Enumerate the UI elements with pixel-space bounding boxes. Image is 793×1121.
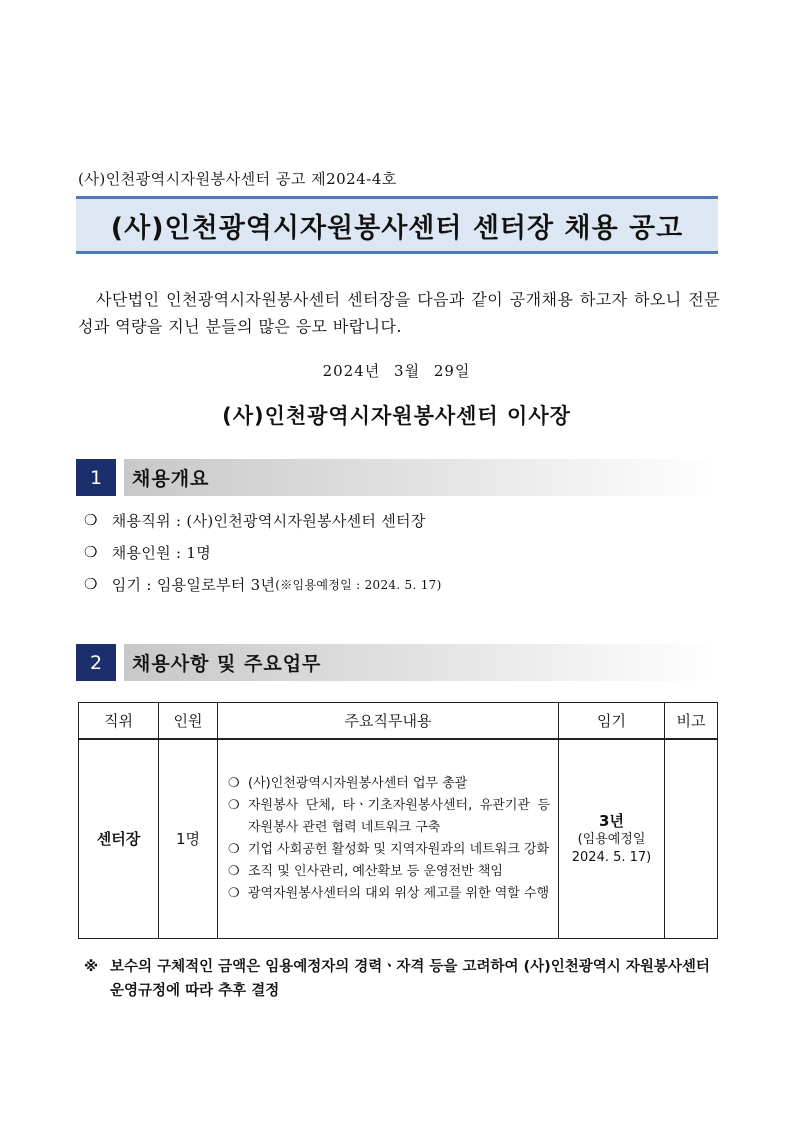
circle-bullet-icon: ❍ (228, 797, 240, 813)
overview-headcount: 채용인원 : 1명 (111, 543, 212, 562)
overview-position: 채용직위 : (사)인천광역시자원봉사센터 센터장 (111, 511, 426, 530)
list-item (228, 883, 550, 905)
duty-text: 조직 및 인사관리, 예산확보 등 운영전반 책임 (248, 863, 503, 879)
list-item (84, 568, 442, 600)
circle-bullet-icon: ❍ (84, 575, 98, 593)
term-note-line1: (임용예정일 (577, 831, 646, 847)
list-item (84, 504, 442, 536)
intro-paragraph: 사단법인 인천광역시자원봉사센터 센터장을 다음과 같이 공개채용 하고자 하오니 전문성과 역량을 지닌 분들의 많은 응모 바랍니다. (78, 290, 720, 336)
section-2-header (76, 644, 718, 681)
circle-bullet-icon: ❍ (228, 775, 240, 791)
list-item (228, 861, 550, 883)
list-item (84, 536, 442, 568)
notice-number: (사)인천광역시자원봉사센터 공고 제2024-4호 (78, 170, 397, 188)
circle-bullet-icon: ❍ (228, 841, 240, 857)
section-2-bar (124, 644, 718, 681)
cell-remarks (665, 739, 718, 939)
circle-bullet-icon: ❍ (228, 863, 240, 879)
overview-term: 임기 : 임용일로부터 3년 (111, 575, 276, 594)
title-banner (76, 196, 718, 254)
duties-table (78, 702, 718, 939)
list-item (228, 773, 550, 795)
salary-footnote (84, 955, 724, 1003)
chairman-signature: (사)인천광역시자원봉사센터 이사장 (222, 404, 571, 428)
duty-text: (사)인천광역시자원봉사센터 업무 총괄 (248, 775, 468, 791)
footnote-text: 보수의 구체적인 금액은 임용예정자의 경력ㆍ자격 등을 고려하여 (사)인천광역시 자원봉사센터 운영규정에 따라 추후 결정 (110, 959, 710, 999)
table-header-row (79, 703, 718, 739)
cell-duties (218, 739, 559, 939)
cell-term (559, 739, 665, 939)
term-value: 3년 (599, 811, 624, 830)
duty-text: 광역자원봉사센터의 대외 위상 제고를 위한 역할 수행 (248, 885, 550, 901)
section-1-bar (124, 459, 718, 496)
term-note-line2: 2024. 5. 17) (571, 849, 652, 865)
page-title: (사)인천광역시자원봉사센터 센터장 채용 공고 (110, 212, 684, 244)
circle-bullet-icon: ❍ (228, 885, 240, 901)
reference-mark-icon: ※ (84, 959, 99, 975)
section-1-number: 1 (76, 459, 116, 496)
section-2-number: 2 (76, 644, 116, 681)
section-1-header (76, 459, 718, 496)
header-position: 직위 (79, 703, 159, 739)
overview-list (84, 504, 442, 600)
table-row (79, 739, 718, 939)
cell-count: 1명 (159, 739, 218, 939)
circle-bullet-icon: ❍ (84, 543, 98, 561)
section-1-title: 채용개요 (132, 468, 210, 490)
header-remarks: 비고 (665, 703, 718, 739)
section-2-title: 채용사항 및 주요업무 (132, 653, 322, 675)
header-count: 인원 (159, 703, 218, 739)
list-item (228, 839, 550, 861)
announcement-date: 2024년 3월 29일 (322, 362, 471, 380)
cell-position: 센터장 (79, 739, 159, 939)
header-term: 임기 (559, 703, 665, 739)
overview-term-note: (※임용예정일 : 2024. 5. 17) (275, 577, 442, 592)
circle-bullet-icon: ❍ (84, 511, 98, 529)
duty-text: 기업 사회공헌 활성화 및 지역자원과의 네트워크 강화 (248, 841, 550, 857)
duty-text: 자원봉사 단체, 타ㆍ기초자원봉사센터, 유관기관 등 자원봉사 관련 협력 네트워크 구축 (248, 797, 550, 835)
header-duties: 주요직무내용 (218, 703, 559, 739)
list-item (228, 795, 550, 839)
